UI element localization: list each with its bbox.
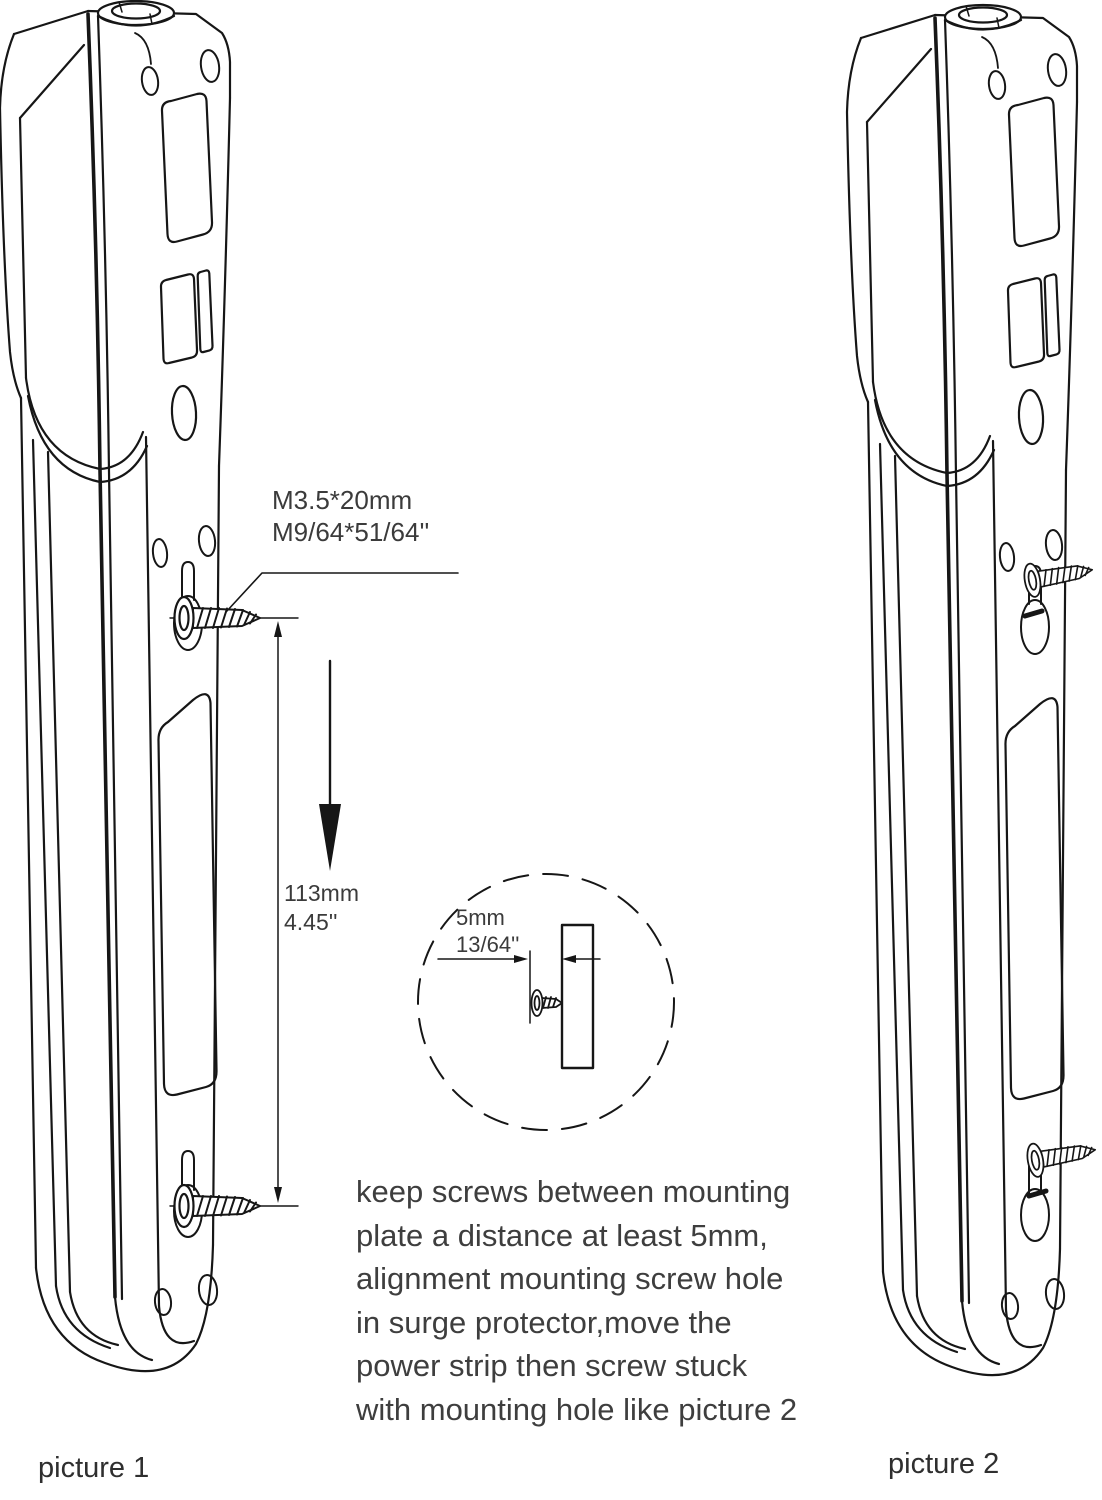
gap-metric: 5mm (456, 905, 505, 930)
picture1-caption: picture 1 (38, 1452, 150, 1484)
instruction-line: alignment mounting screw hole (356, 1261, 784, 1296)
picture1-drawing (0, 1, 298, 1371)
mounting-plate-section (562, 925, 593, 1068)
instruction-line: keep screws between mounting (356, 1174, 791, 1209)
screw-distance-label (284, 879, 359, 937)
screw-spec-metric: M3.5*20mm (272, 485, 413, 515)
instruction-line: power strip then screw stuck (356, 1348, 748, 1383)
instruction-text (356, 1170, 797, 1431)
screw-spec-imperial: M9/64*51/64'' (272, 517, 430, 547)
screw-distance-imperial: 4.45'' (284, 909, 338, 935)
upper-screw-mounted (1022, 553, 1095, 598)
gap-imperial: 13/64'' (456, 932, 520, 957)
screw-spec-leader-line (226, 573, 458, 612)
upper-screw-shaft-in-slot (1025, 611, 1042, 616)
screw-spec-label (272, 484, 429, 548)
detail-screw (532, 990, 563, 1016)
instruction-line: with mounting hole like picture 2 (356, 1391, 798, 1427)
instruction-line: in surge protector,move the (356, 1304, 732, 1340)
distance-dimension (274, 621, 282, 1203)
move-down-arrow (319, 661, 341, 871)
picture2-caption: picture 2 (888, 1448, 1000, 1480)
gap-distance-label (456, 904, 519, 958)
screw-distance-metric: 113mm (284, 880, 359, 906)
instruction-line: plate a distance at least 5mm, (356, 1217, 768, 1253)
lower-screw (175, 1185, 261, 1227)
picture2-drawing (847, 5, 1098, 1375)
